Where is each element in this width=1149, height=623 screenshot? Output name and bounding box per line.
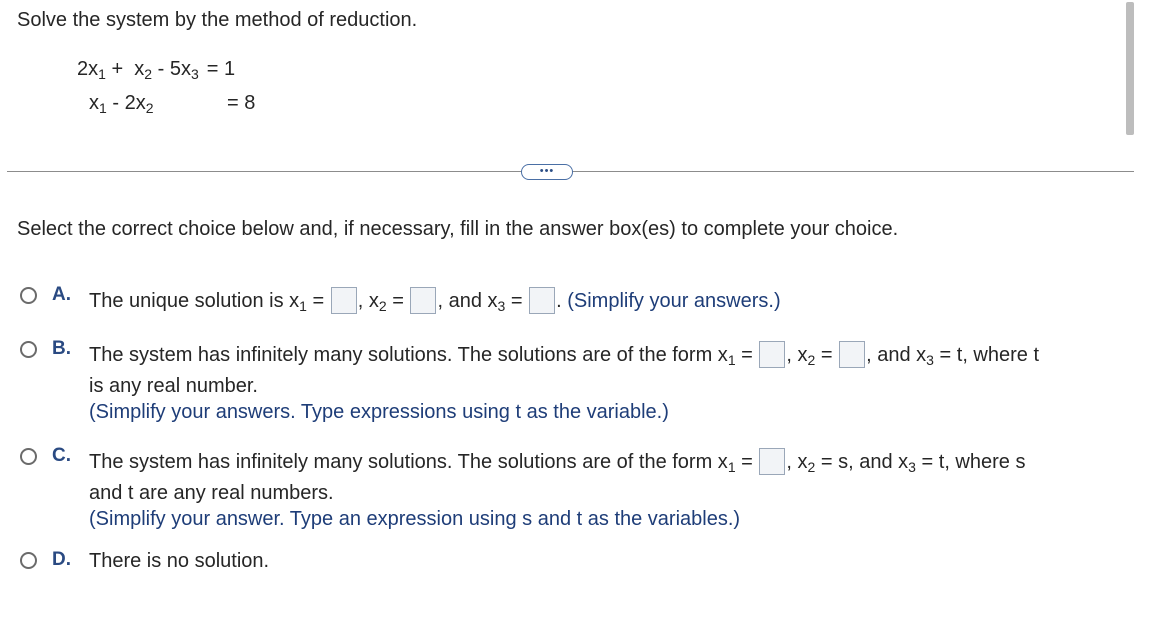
equation-2: $x_1 - 2x_2$: [89, 92, 154, 116]
choice-c-text: The system has infinitely many solutions. The solutions are of the form $x_1$ = , $x_2 = s$, and $x_3 = t$, where s: [89, 448, 1025, 475]
answer-box-x3[interactable]: [529, 287, 555, 314]
choice-b-line2: is any real number.: [89, 375, 258, 397]
choice-d[interactable]: [0, 543, 1149, 583]
equation-1: $2x_1 + x_2 - 5x_3 = 1$: [77, 58, 236, 82]
choice-a[interactable]: [0, 280, 1149, 320]
choice-b-text: The system has infinitely many solutions. The solutions are of the form $x_1$ = , $x_2$ = , and $x_3 = t$, where t: [89, 341, 1039, 368]
radio-a[interactable]: [20, 287, 37, 304]
choice-d-text: There is no solution.: [89, 550, 270, 572]
question-text: Solve the system by the method of reduction.: [17, 9, 418, 31]
answer-box-x1[interactable]: [759, 448, 785, 475]
choice-letter: D.: [52, 549, 71, 570]
more-button[interactable]: •••: [521, 164, 573, 180]
scrollbar[interactable]: [1126, 2, 1134, 135]
choice-letter: A.: [52, 284, 71, 305]
answer-box-x2[interactable]: [839, 341, 865, 368]
choice-b[interactable]: [0, 334, 1149, 424]
radio-c[interactable]: [20, 448, 37, 465]
equation-2-rhs: = 8: [227, 92, 256, 114]
choice-letter: B.: [52, 338, 71, 359]
answer-box-x1[interactable]: [331, 287, 357, 314]
radio-b[interactable]: [20, 341, 37, 358]
choice-c[interactable]: [0, 441, 1149, 531]
choice-c-line2: and t are any real numbers.: [89, 482, 334, 504]
choice-letter: C.: [52, 445, 71, 466]
answer-box-x2[interactable]: [410, 287, 436, 314]
choice-a-text: The unique solution is $x_1$ = , $x_2$ = , and $x_3$ = . (Simplify your answers.): [89, 287, 781, 314]
answer-box-x1[interactable]: [759, 341, 785, 368]
hint-text: (Simplify your answers. Type expressions using t as the variable.): [89, 401, 669, 423]
hint-text: (Simplify your answers.): [567, 290, 781, 312]
instruction-text: Select the correct choice below and, if necessary, fill in the answer box(es) to complete your choice.: [17, 218, 899, 240]
radio-d[interactable]: [20, 552, 37, 569]
hint-text: (Simplify your answer. Type an expression using s and t as the variables.): [89, 508, 741, 530]
